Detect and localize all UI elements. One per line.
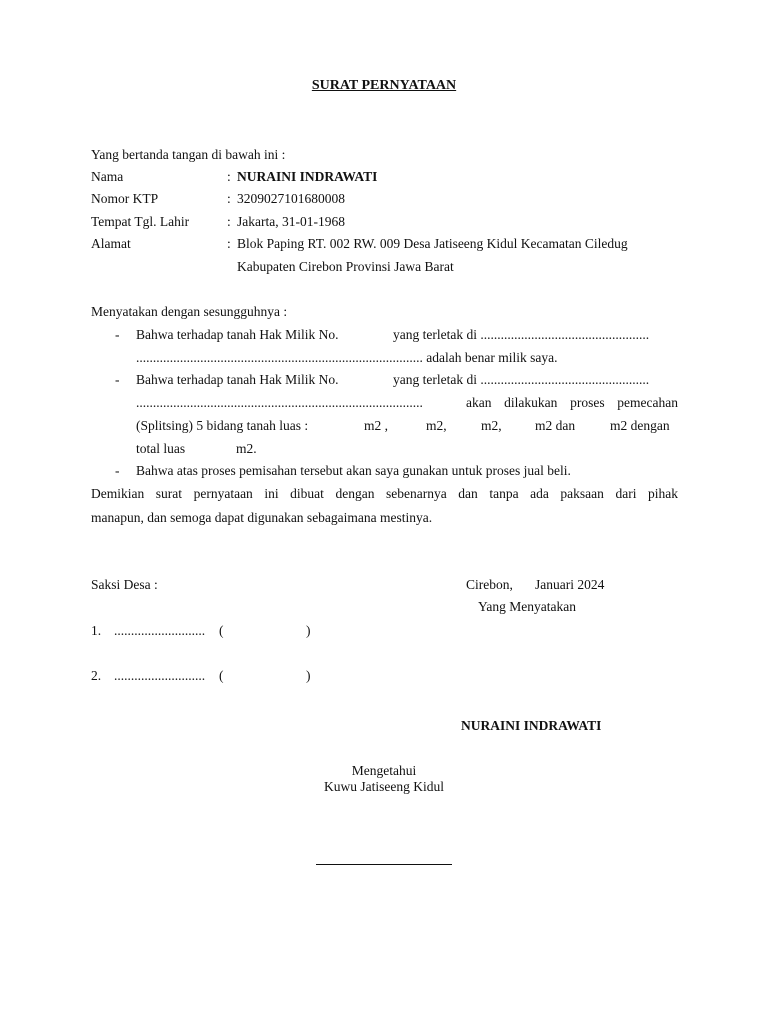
point-2-line3-a: (Splitsing) 5 bidang tanah luas : xyxy=(136,418,309,433)
acknowledge-title: Kuwu Jatiseeng Kidul xyxy=(324,779,444,794)
point-2-line3-e: m2 dan xyxy=(535,418,576,433)
point-1-line2: ..................................................................................... adalah benar milik saya. xyxy=(136,350,558,365)
document-title: SURAT PERNYATAAN xyxy=(311,78,457,93)
point-2-line3-d: m2, xyxy=(481,418,502,433)
point-2-line3-b: m2 , xyxy=(364,418,389,433)
field-label-address: Alamat xyxy=(91,236,131,251)
point-2-line4-b: m2. xyxy=(236,441,257,456)
closing-line-2: manapun, dan semoga dapat digunakan sebagaimana mestinya. xyxy=(91,510,433,525)
point-2-line4-a: total luas xyxy=(136,441,186,456)
field-colon: : xyxy=(227,169,231,184)
field-colon: : xyxy=(227,191,231,206)
field-label-name: Nama xyxy=(91,169,124,184)
point-dash: - xyxy=(115,372,120,387)
point-2-line2-a: ..................................................................................... xyxy=(136,395,423,410)
witness-name-close: ) xyxy=(306,668,311,683)
witness-signature-dots: ........................... xyxy=(114,623,206,638)
field-colon: : xyxy=(227,214,231,229)
field-label-ktp: Nomor KTP xyxy=(91,191,159,206)
point-2-line3-c: m2, xyxy=(426,418,447,433)
declaration-intro: Menyatakan dengan sesungguhnya : xyxy=(91,304,288,319)
declarer-label: Yang Menyatakan xyxy=(478,599,576,614)
witness-number: 1. xyxy=(91,623,102,638)
place-text: Cirebon, xyxy=(466,577,513,592)
witness-label: Saksi Desa : xyxy=(91,577,158,592)
official-signature-line xyxy=(316,852,452,865)
witness-name-close: ) xyxy=(306,623,311,638)
point-2-line2-b: akan dilakukan proses pemecahan xyxy=(466,395,678,410)
point-1-text-b: yang terletak di .................................................. xyxy=(393,327,650,342)
witness-name-open: ( xyxy=(219,668,224,683)
point-2-text-a: Bahwa terhadap tanah Hak Milik No. xyxy=(136,372,339,387)
field-value-address-line2: Kabupaten Cirebon Provinsi Jawa Barat xyxy=(237,259,454,274)
field-value-address: Blok Paping RT. 002 RW. 009 Desa Jatiseeng Kidul Kecamatan Ciledug xyxy=(237,236,628,251)
field-value-name: NURAINI INDRAWATI xyxy=(237,169,378,184)
witness-signature-dots: ........................... xyxy=(114,668,206,683)
acknowledge-text: Mengetahui xyxy=(351,763,417,778)
witness-name-open: ( xyxy=(219,623,224,638)
field-value-ktp: 3209027101680008 xyxy=(237,191,345,206)
point-3-text: Bahwa atas proses pemisahan tersebut akan saya gunakan untuk proses jual beli. xyxy=(136,463,571,478)
point-dash: - xyxy=(115,463,120,478)
field-colon: : xyxy=(227,236,231,251)
point-2-text-b: yang terletak di .................................................. xyxy=(393,372,650,387)
point-1-text-a: Bahwa terhadap tanah Hak Milik No. xyxy=(136,327,339,342)
point-2-line3-f: m2 dengan xyxy=(610,418,670,433)
date-text: Januari 2024 xyxy=(535,577,605,592)
point-dash: - xyxy=(115,327,120,342)
field-label-birth: Tempat Tgl. Lahir xyxy=(91,214,190,229)
intro-text: Yang bertanda tangan di bawah ini : xyxy=(91,147,286,162)
witness-number: 2. xyxy=(91,668,102,683)
closing-line-1: Demikian surat pernyataan ini dibuat dengan sebenarnya dan tanpa ada paksaan dari pihak xyxy=(91,486,678,501)
field-value-birth: Jakarta, 31-01-1968 xyxy=(237,214,345,229)
declarer-name: NURAINI INDRAWATI xyxy=(461,718,602,733)
